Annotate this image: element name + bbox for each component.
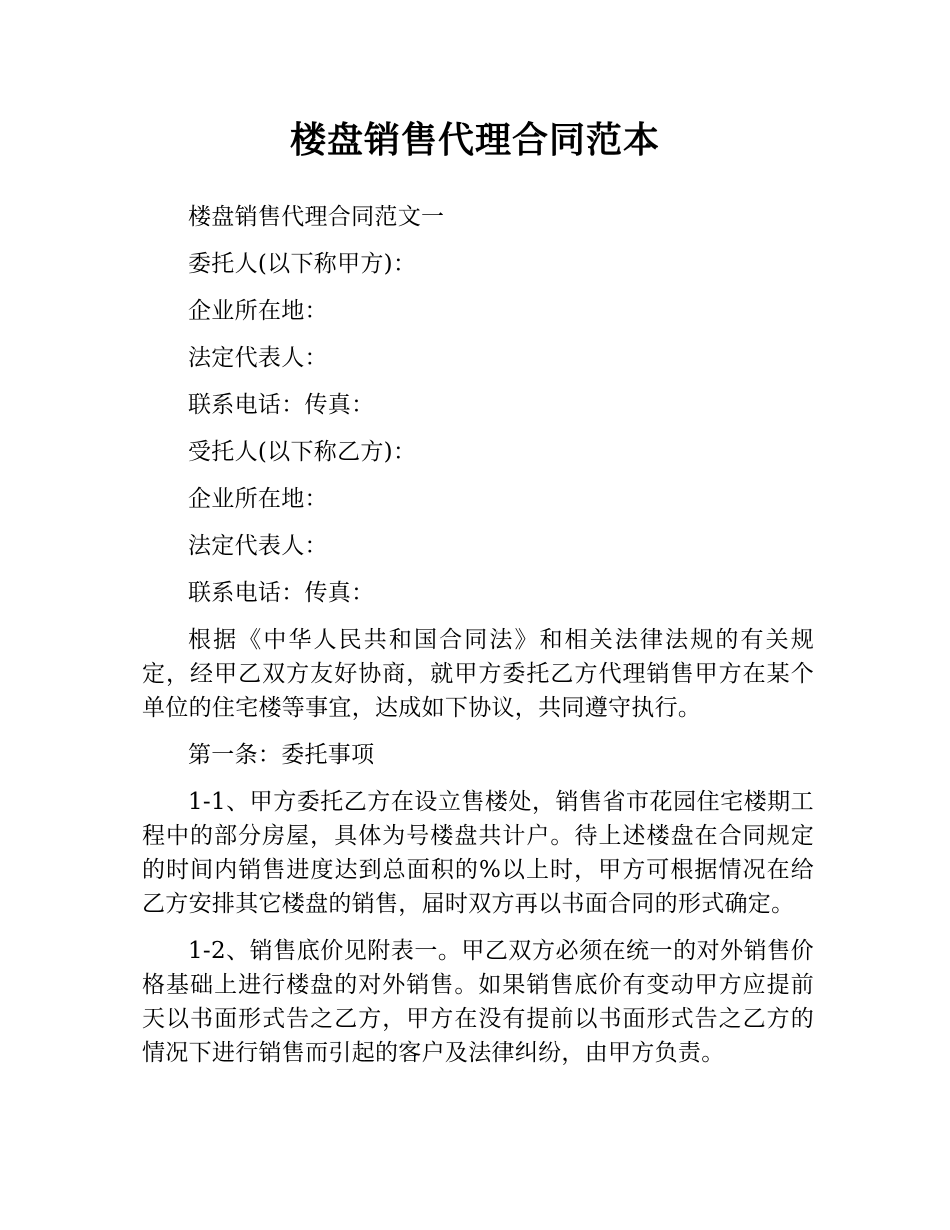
paragraph-party-a: 委托人(以下称甲方)：	[188, 251, 417, 277]
document-title: 楼盘销售代理合同范本	[289, 120, 660, 161]
paragraph-heading: 楼盘销售代理合同范文一	[188, 204, 445, 230]
paragraph-clause-1-1: 1-1、甲方委托乙方在设立售楼处，销售省市花园住宅楼期工程中的部分房屋，具体为号楼盘共计户。待上述楼盘在合同规定的时间内销售进度达到总面积的%以上时，甲方可根据情况在给乙方安排其它楼盘的销售，届时双方再以书面合同的形式确定。	[142, 789, 814, 917]
paragraph-party-a-address: 企业所在地：	[188, 298, 328, 324]
paragraph-article-1-heading: 第一条：委托事项	[188, 742, 375, 768]
paragraph-party-b-address: 企业所在地：	[188, 486, 328, 512]
paragraph-clause-1-2: 1-2、销售底价见附表一。甲乙双方必须在统一的对外销售价格基础上进行楼盘的对外销售。如果销售底价有变动甲方应提前天以书面形式告之乙方，甲方在没有提前以书面形式告之乙方的情况下进行销售而引起的客户及法律纠纷，由甲方负责。	[142, 938, 814, 1066]
document-body	[142, 200, 814, 1083]
paragraph-party-a-representative: 法定代表人：	[188, 345, 328, 371]
paragraph-party-b-representative: 法定代表人：	[188, 533, 328, 559]
paragraph-party-b-contact: 联系电话：传真：	[188, 580, 375, 606]
paragraph-party-b: 受托人(以下称乙方)：	[188, 439, 417, 465]
paragraph-party-a-contact: 联系电话：传真：	[188, 392, 375, 418]
paragraph-preamble: 根据《中华人民共和国合同法》和相关法律法规的有关规定，经甲乙双方友好协商，就甲方委托乙方代理销售甲方在某个单位的住宅楼等事宜，达成如下协议，共同遵守执行。	[142, 627, 814, 721]
